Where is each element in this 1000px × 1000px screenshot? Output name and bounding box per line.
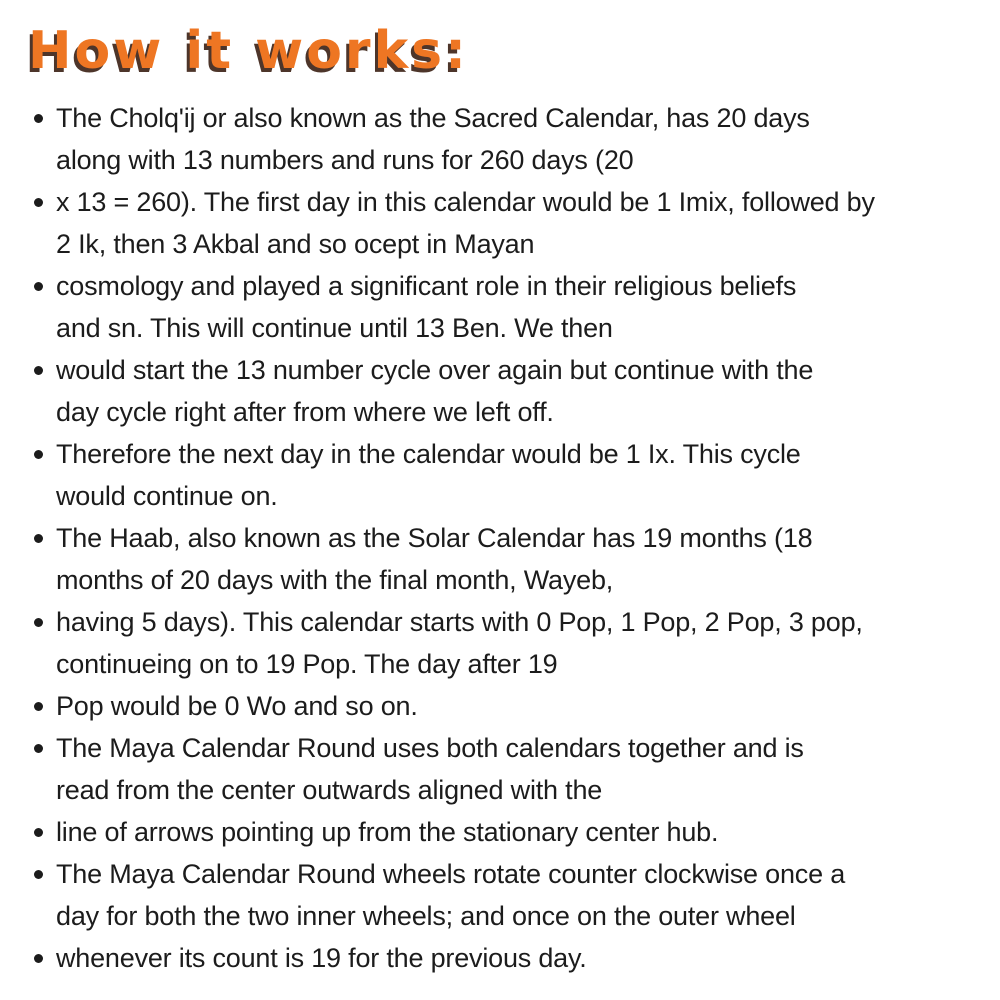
list-item: line of arrows pointing up from the stationary center hub. xyxy=(34,811,976,853)
list-item: cosmology and played a significant role in their religious beliefs and sn. This will continue until 13 Ben. We then xyxy=(34,265,976,349)
list-item: The Haab, also known as the Solar Calendar has 19 months (18 months of 20 days with the final month, Wayeb, xyxy=(34,517,976,601)
list-item: would start the 13 number cycle over again but continue with the day cycle right after from where we left off. xyxy=(34,349,976,433)
list-item: The Cholq'ij or also known as the Sacred Calendar, has 20 days along with 13 numbers and runs for 260 days (20 xyxy=(34,97,976,181)
list-item: Pop would be 0 Wo and so on. xyxy=(34,685,976,727)
list-item: The Maya Calendar Round uses both calendars together and is read from the center outwards aligned with the xyxy=(34,727,976,811)
bullet-list xyxy=(28,97,976,979)
list-item: The Maya Calendar Round wheels rotate counter clockwise once a day for both the two inner wheels; and once on the outer wheel xyxy=(34,853,976,937)
page-title: How it works: xyxy=(28,21,469,81)
list-item: x 13 = 260). The first day in this calendar would be 1 Imix, followed by 2 Ik, then 3 Akbal and so ocept in Mayan xyxy=(34,181,976,265)
list-item: Therefore the next day in the calendar would be 1 Ix. This cycle would continue on. xyxy=(34,433,976,517)
list-item: having 5 days). This calendar starts with 0 Pop, 1 Pop, 2 Pop, 3 pop, continueing on to 19 Pop. The day after 19 xyxy=(34,601,976,685)
list-item: whenever its count is 19 for the previous day. xyxy=(34,937,976,979)
